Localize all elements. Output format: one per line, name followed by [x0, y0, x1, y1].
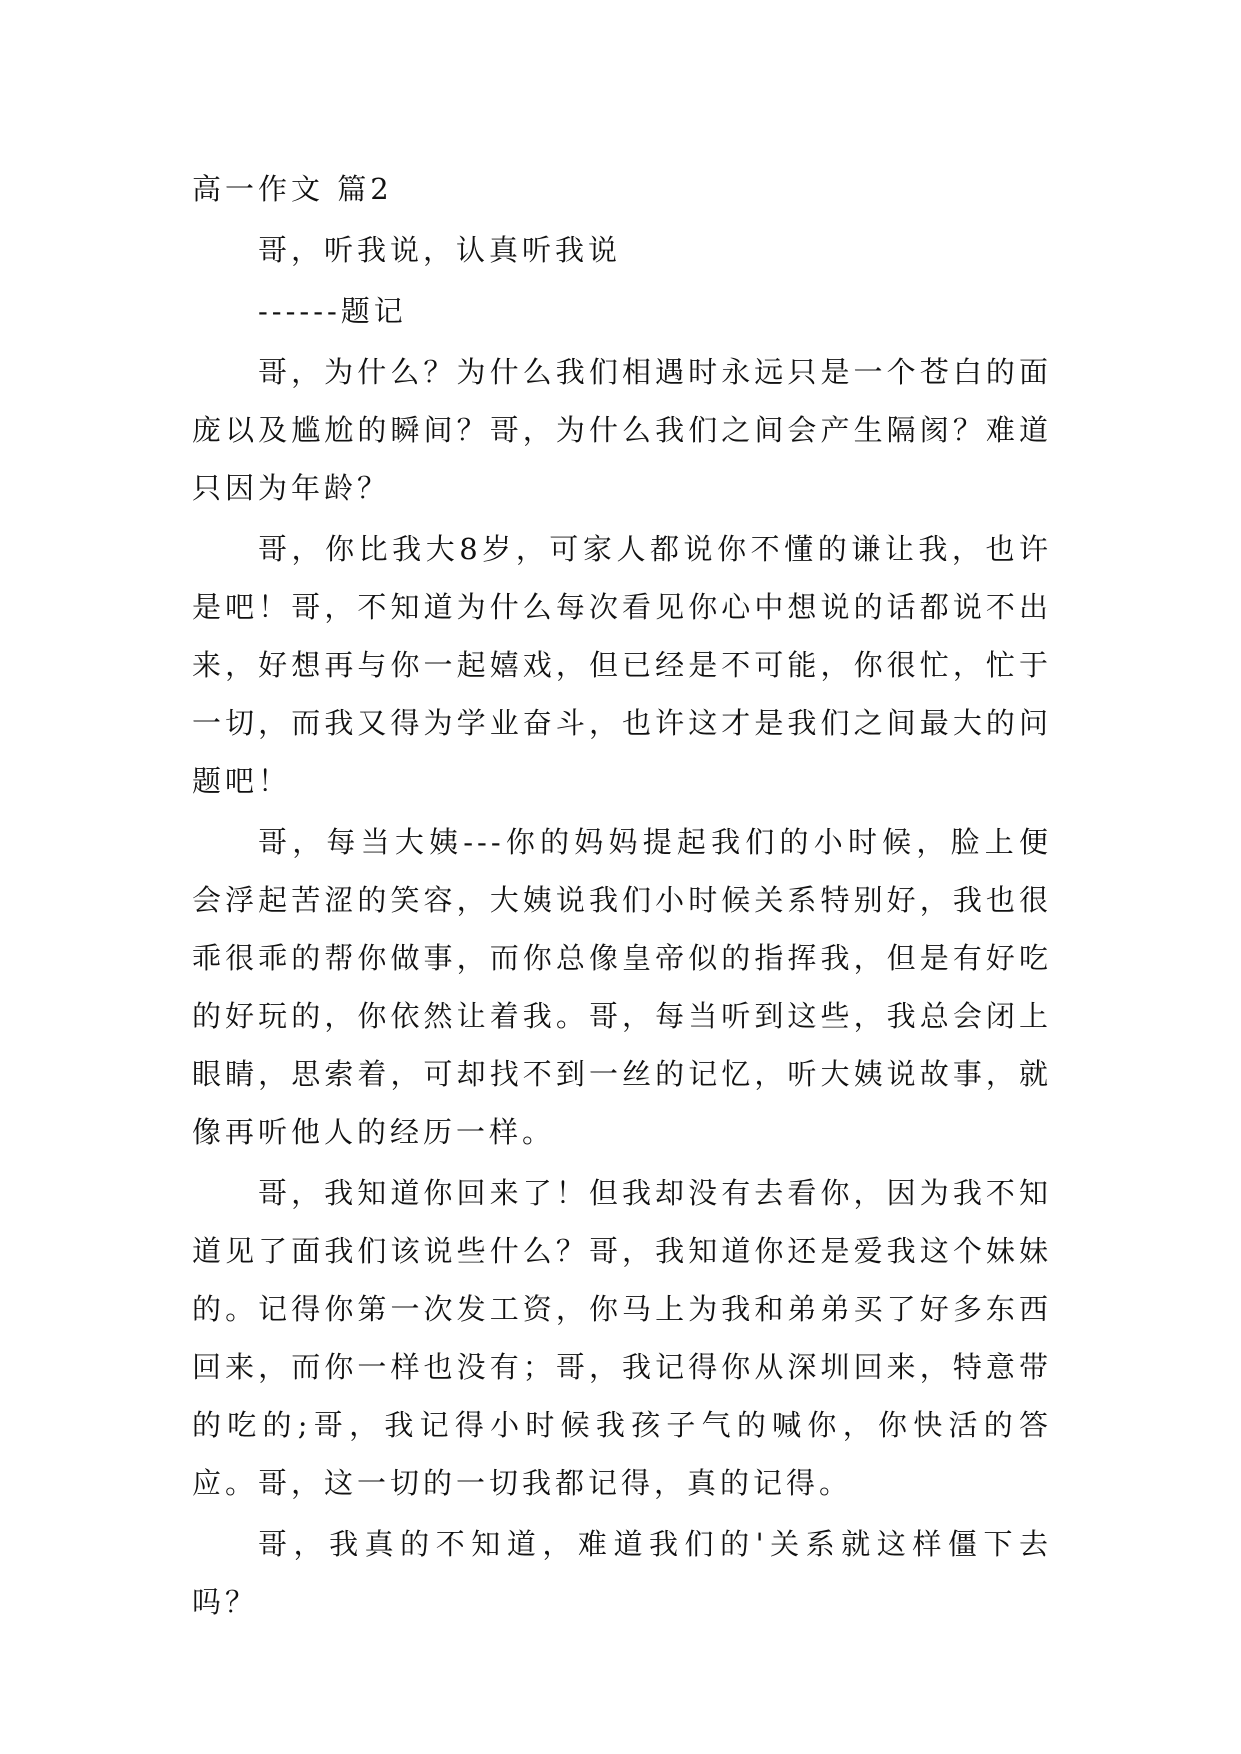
paragraph-1: 哥，为什么？为什么我们相遇时永远只是一个苍白的面庞以及尴尬的瞬间？哥，为什么我们之间会产生隔阂？难道只因为年龄？: [192, 355, 1052, 505]
paragraph-4: 哥，我知道你回来了！但我却没有去看你，因为我不知道见了面我们该说些什么？哥，我知道你还是爱我这个妹妹的。记得你第一次发工资，你马上为我和弟弟买了好多东西回来，而你一样也没有；哥，我记得你从深圳回来，特意带的吃的;哥，我记得小时候我孩子气的喊你，你快活的答应。哥，这一切的一切我都记得，真的记得。: [192, 1176, 1052, 1500]
paragraph-epigraph-mark: ------题记: [258, 294, 407, 328]
paragraph-5: 哥，我真的不知道，难道我们的'关系就这样僵下去吗？: [192, 1527, 1052, 1619]
paragraph-3: 哥，每当大姨---你的妈妈提起我们的小时候，脸上便会浮起苦涩的笑容，大姨说我们小时候关系特别好，我也很乖很乖的帮你做事，而你总像皇帝似的指挥我，但是有好吃的好玩的，你依然让着我。哥，每当听到这些，我总会闭上眼睛，思索着，可却找不到一丝的记忆，听大姨说故事，就像再听他人的经历一样。: [192, 825, 1052, 1149]
document-page: [192, 160, 1052, 1634]
essay-title: 高一作文 篇2: [192, 172, 393, 206]
paragraph-subtitle: 哥，听我说，认真听我说: [258, 233, 622, 267]
paragraph-2: 哥，你比我大8岁，可家人都说你不懂的谦让我，也许是吧！哥，不知道为什么每次看见你心中想说的话都说不出来，好想再与你一起嬉戏，但已经是不可能，你很忙，忙于一切，而我又得为学业奋斗，也许这才是我们之间最大的问题吧！: [192, 532, 1052, 798]
